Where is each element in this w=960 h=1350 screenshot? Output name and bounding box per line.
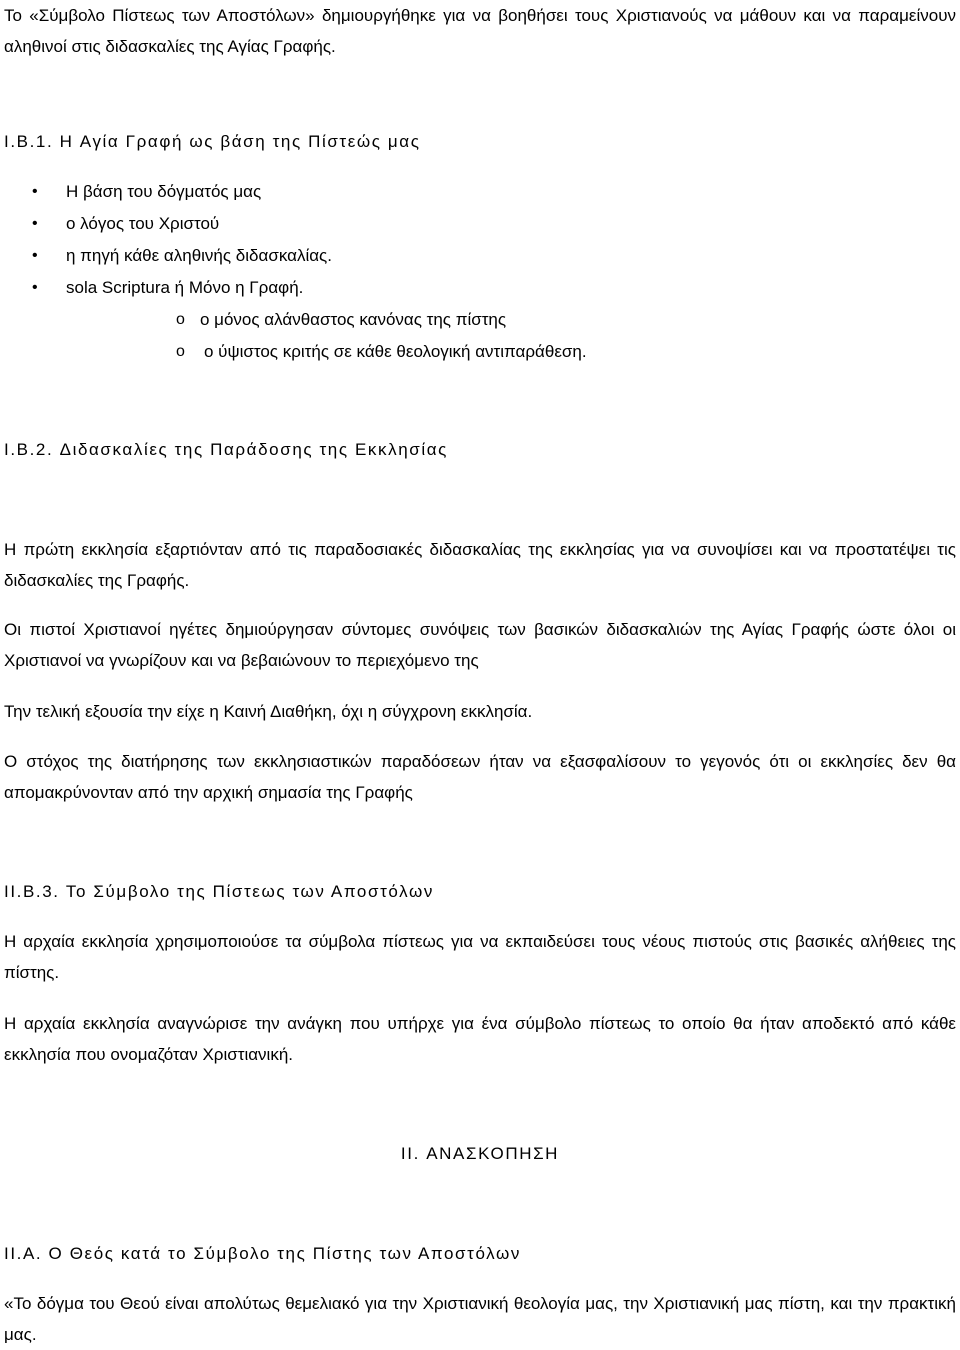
list-item-text: sola Scriptura ή Μόνο η Γραφή. bbox=[66, 278, 304, 297]
paragraph: Η αρχαία εκκλησία αναγνώρισε την ανάγκη που υπήρχε για ένα σύμβολο πίστεως το οποίο θα ήταν αποδεκτό από κάθε εκκλησία που ονομαζόταν Χριστιανική. bbox=[4, 1014, 956, 1064]
intro-paragraph: Το «Σύμβολο Πίστεως των Αποστόλων» δημιουργήθηκε για να βοηθήσει τους Χριστιανούς να μάθουν και να παραμείνουν αληθινοί στις διδασκαλίες της Αγίας Γραφής. bbox=[4, 6, 956, 56]
paragraph: H πρώτη εκκλησία εξαρτιόνταν από τις παραδοσιακές διδασκαλίας της εκκλησίας για να συνοψίσει και να προστατέψει τις διδασκαλίες της Γραφής. bbox=[4, 540, 956, 590]
list-item-text: η πηγή κάθε αληθινής διδασκαλίας. bbox=[66, 246, 332, 265]
bullet-marker: • bbox=[32, 247, 38, 264]
section-heading-review: II. ΑΝΑΣΚΟΠΗΣΗ bbox=[400, 1144, 560, 1163]
section-heading-ib2: I.B.2. Διδασκαλίες της Παράδοσης της Εκκλησίας bbox=[4, 440, 448, 459]
section-heading-ib1: I.B.1. H Αγία Γραφή ως βάση της Πίστεώς μας bbox=[4, 132, 421, 151]
sub-bullet-marker: o bbox=[176, 311, 185, 328]
bullet-marker: • bbox=[32, 215, 38, 232]
list-item-text: ο λόγος του Χριστού bbox=[66, 214, 220, 233]
section-heading-iia: II.A. Ο Θεός κατά το Σύμβολο της Πίστης των Αποστόλων bbox=[4, 1244, 521, 1263]
paragraph: Την τελική εξουσία την είχε η Καινή Διαθήκη, όχι η σύγχρονη εκκλησία. bbox=[4, 702, 533, 721]
section-heading-iib3: II.B.3. Το Σύμβολο της Πίστεως των Αποστόλων bbox=[4, 882, 434, 901]
list-item-text: H βάση του δόγματός μας bbox=[66, 182, 262, 201]
paragraph: Οι πιστοί Χριστιανοί ηγέτες δημιούργησαν σύντομες συνόψεις των βασικών διδασκαλιών της Αγίας Γραφής ώστε όλοι οι Χριστιανοί να γνωρίζουν και να βεβαιώνουν το περιεχόμενο της bbox=[4, 620, 956, 670]
sub-list-item-text: ο μόνος αλάνθαστος κανόνας της πίστης bbox=[200, 310, 507, 329]
sub-list-item-text: ο ύψιστος κριτής σε κάθε θεολογική αντιπαράθεση. bbox=[204, 342, 587, 361]
paragraph: Ο στόχος της διατήρησης των εκκλησιαστικών παραδόσεων ήταν να εξασφαλίσουν το γεγονός ότι οι εκκλησίες δεν θα απομακρύνονταν από την αρχική σημασία της Γραφής bbox=[4, 752, 956, 802]
paragraph: H αρχαία εκκλησία χρησιμοποιούσε τα σύμβολα πίστεως για να εκπαιδεύσει τους νέους πιστούς στις βασικές αλήθειες της πίστης. bbox=[4, 932, 956, 982]
paragraph: «Το δόγμα του Θεού είναι απολύτως θεμελιακό για την Χριστιανική θεολογία μας, την Χριστιανική μας πίστη, και την πρακτική μας. bbox=[4, 1294, 956, 1344]
bullet-marker: • bbox=[32, 183, 38, 200]
bullet-marker: • bbox=[32, 279, 38, 296]
sub-bullet-marker: o bbox=[176, 343, 185, 360]
